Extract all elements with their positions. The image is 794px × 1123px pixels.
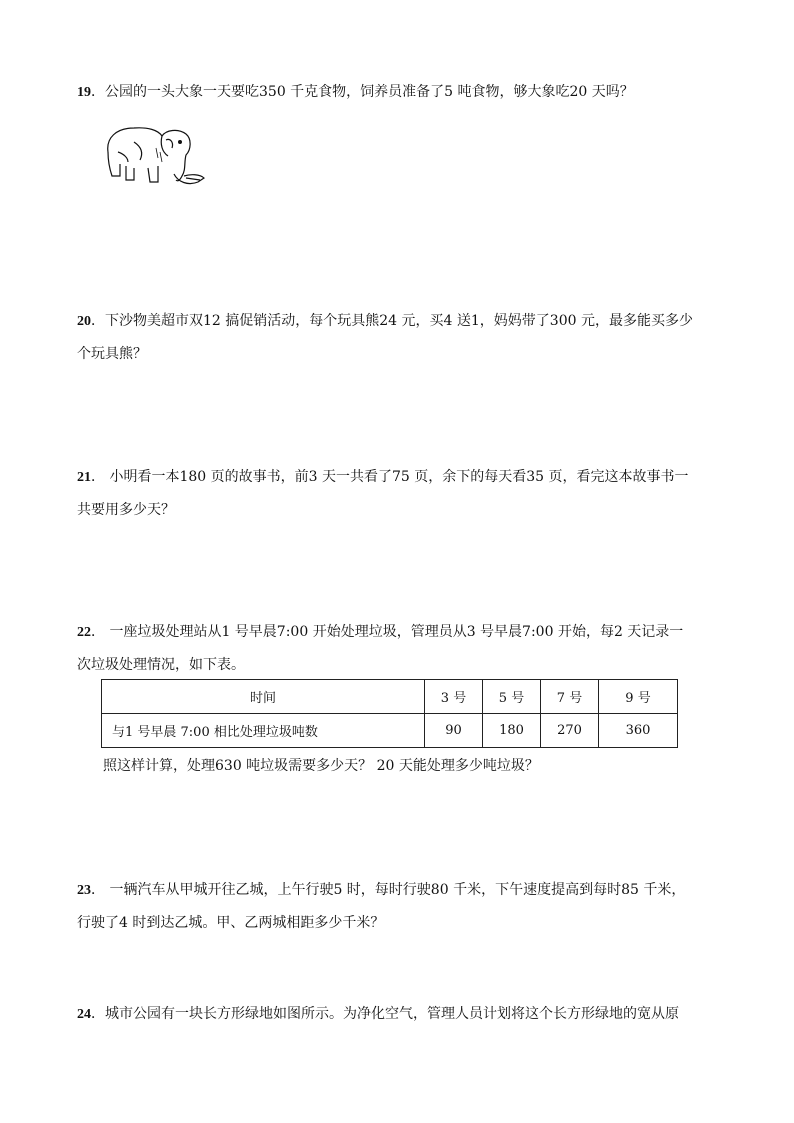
question-22 — [77, 616, 717, 681]
question-text-line2: 个玩具熊？ — [77, 346, 147, 362]
question-text-line2: 次垃圾处理情况，如下表。 — [77, 657, 245, 673]
question-text: ． 一座垃圾处理站从1 号早晨7:00 开始处理垃圾，管理员从3 号早晨7:00 开始，每2 天记录一 — [91, 624, 684, 640]
table-header-cell: 5 号 — [483, 680, 541, 714]
table-cell: 270 — [541, 714, 599, 748]
garbage-record-table — [101, 679, 678, 748]
table-header-cell: 3 号 — [425, 680, 483, 714]
question-23 — [77, 874, 717, 939]
table-row — [102, 714, 678, 748]
table-cell: 90 — [425, 714, 483, 748]
table-cell: 360 — [599, 714, 678, 748]
table-header-cell: 9 号 — [599, 680, 678, 714]
question-number: 24 — [77, 1007, 91, 1022]
question-24 — [77, 998, 717, 1031]
question-text: ． 小明看一本180 页的故事书，前3 天一共看了75 页，余下的每天看35 页，看完这本故事书一 — [91, 469, 689, 485]
question-text: ．城市公园有一块长方形绿地如图所示。为净化空气，管理人员计划将这个长方形绿地的宽从原 — [91, 1006, 679, 1022]
question-number: 21 — [77, 470, 91, 485]
question-text: ．公园的一头大象一天要吃350 千克食物，饲养员准备了5 吨食物，够大象吃20 天吗？ — [91, 84, 634, 100]
table-header-row — [102, 680, 678, 714]
question-text-line2: 行驶了4 时到达乙城。甲、乙两城相距多少千米？ — [77, 915, 385, 931]
table-header-cell: 时间 — [102, 680, 425, 714]
question-text: ． 一辆汽车从甲城开往乙城，上午行驶5 时，每时行驶80 千米，下午速度提高到每时85 千米， — [91, 882, 686, 898]
question-20 — [77, 305, 717, 370]
question-text-line2: 共要用多少天？ — [77, 502, 175, 518]
question-number: 20 — [77, 314, 91, 329]
question-text: ．下沙物美超市双12 搞促销活动，每个玩具熊24 元，买4 送1，妈妈带了300 元，最多能买多少 — [91, 313, 693, 329]
table-row-label: 与1 号早晨 7:00 相比处理垃圾吨数 — [102, 714, 425, 748]
table-header-cell: 7 号 — [541, 680, 599, 714]
question-number: 22 — [77, 625, 91, 640]
table-cell: 180 — [483, 714, 541, 748]
question-19 — [77, 76, 717, 109]
question-number: 23 — [77, 883, 91, 898]
question-21 — [77, 461, 717, 526]
question-number: 19 — [77, 85, 91, 100]
elephant-illustration — [100, 122, 210, 188]
question-22-followup: 照这样计算，处理630 吨垃圾需要多少天？ 20 天能处理多少吨垃圾？ — [103, 758, 539, 774]
